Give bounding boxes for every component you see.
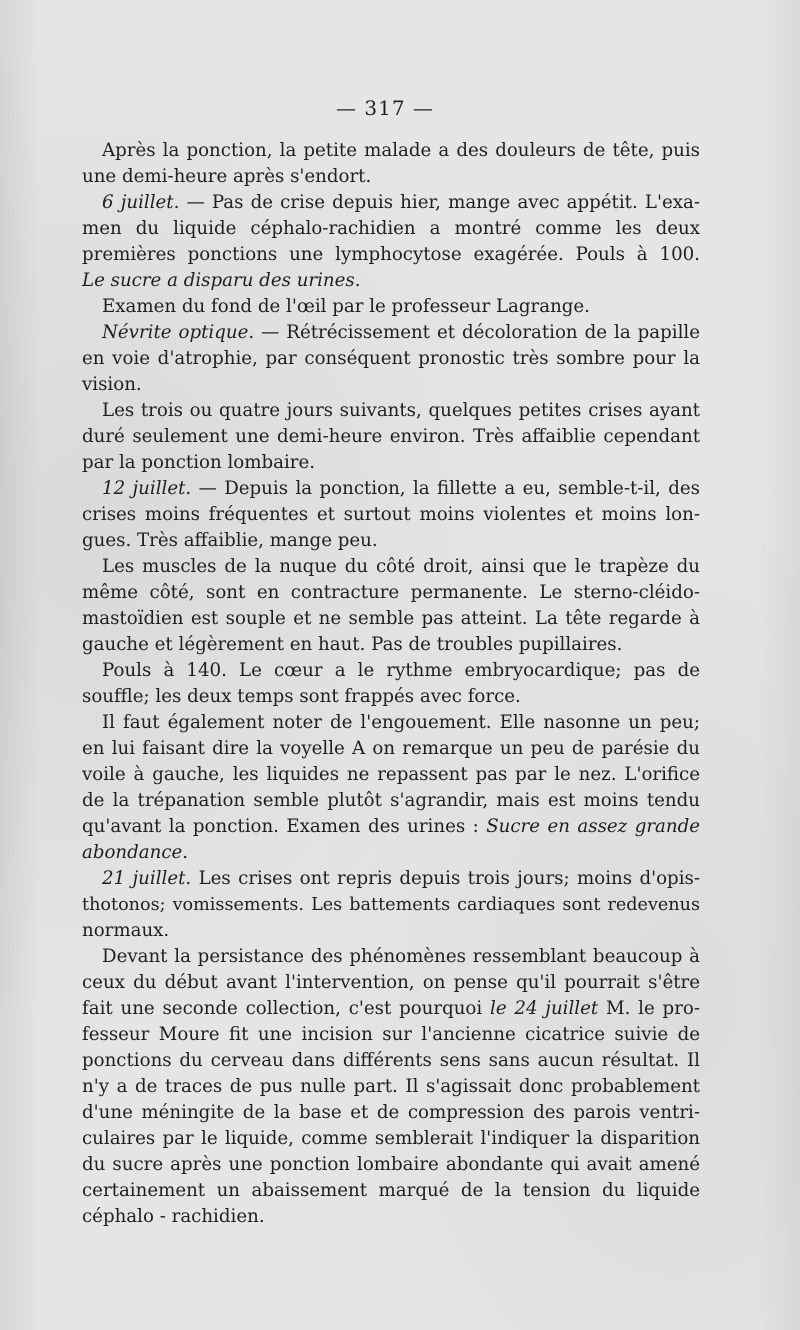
text-line: premières ponctions une lymphocytose exagérée. Pouls à 100. <box>82 244 700 265</box>
text-line: d'une méningite de la base et de compression des parois ventri- <box>82 1102 700 1123</box>
text-line: normaux. <box>82 920 170 941</box>
date-label: le 24 juillet <box>490 998 599 1019</box>
text-line: fait une seconde collection, c'est pourquoi le 24 juillet M. le pro- <box>82 998 700 1019</box>
text-line: de la trépanation semble plutôt s'agrandir, mais est moins tendu <box>82 790 700 811</box>
text-line: crises moins fréquentes et surtout moins violentes et moins lon- <box>82 504 700 525</box>
text-line: Le sucre a disparu des urines. <box>82 270 361 291</box>
page-number: — 317 — <box>336 96 434 120</box>
text-line: Examen du fond de l'œil par le professeur Lagrange. <box>102 296 590 317</box>
text-line: gues. Très affaiblie, mange peu. <box>82 530 378 551</box>
text-line: ponctions du cerveau dans différents sens sans aucun résultat. Il <box>82 1050 700 1071</box>
text-line: du sucre après une ponction lombaire abondante qui avait amené <box>82 1154 700 1175</box>
text-line: Pouls à 140. Le cœur a le rythme embryocardique; pas de <box>102 660 700 681</box>
date-label: 12 juillet. <box>102 478 192 499</box>
text-line: abondance. <box>82 842 189 863</box>
text-line: gauche et légèrement en haut. Pas de troubles pupillaires. <box>82 634 623 655</box>
text-line: même côté, sont en contracture permanente. Le sterno-cléido- <box>82 582 700 603</box>
text-line: duré seulement une demi-heure environ. Très affaiblie cependant <box>82 426 700 447</box>
text-line: 21 juillet. Les crises ont repris depuis trois jours; moins d'opis- <box>102 868 700 889</box>
text-line: souffle; les deux temps sont frappés avec force. <box>82 686 521 707</box>
text-line: mastoïdien est souple et ne semble pas atteint. La tête regarde à <box>82 608 700 629</box>
text-line: Les trois ou quatre jours suivants, quelques petites crises ayant <box>102 400 700 421</box>
text-line: certainement un abaissement marqué de la tension du liquide <box>82 1180 700 1201</box>
body-text <box>82 138 700 1230</box>
text-line: qu'avant la ponction. Examen des urines : Sucre en assez grande <box>82 816 700 837</box>
text-line: par la ponction lombaire. <box>82 452 316 473</box>
text-line: ceux du début avant l'intervention, on pense qu'il pourrait s'être <box>82 972 700 993</box>
text-line: n'y a de traces de pus nulle part. Il s'agissait donc probablement <box>82 1076 700 1097</box>
text-line: voile à gauche, les liquides ne repassent pas par le nez. L'orifice <box>82 764 700 785</box>
text-line: vision. <box>82 374 142 395</box>
text-line: en lui faisant dire la voyelle A on remarque un peu de parésie du <box>82 738 700 759</box>
text-line: Névrite optique. — Rétrécissement et décoloration de la papille <box>102 322 700 343</box>
text-line: en voie d'atrophie, par conséquent pronostic très sombre pour la <box>82 348 700 369</box>
date-label: 21 juillet. <box>102 868 192 889</box>
text-line: men du liquide céphalo-rachidien a montré comme les deux <box>82 218 700 239</box>
text-line: thotonos; vomissements. Les battements cardiaques sont redevenus <box>82 895 700 915</box>
text-line: 6 juillet. — Pas de crise depuis hier, mange avec appétit. L'exa- <box>102 192 701 213</box>
text-line: fesseur Moure fit une incision sur l'ancienne cicatrice suivie de <box>82 1024 700 1045</box>
text-line: Après la ponction, la petite malade a des douleurs de tête, puis <box>102 140 700 161</box>
text-line: une demi-heure après s'endort. <box>82 166 372 187</box>
text-line: Devant la persistance des phénomènes ressemblant beaucoup à <box>102 946 700 967</box>
text-line: Les muscles de la nuque du côté droit, ainsi que le trapèze du <box>102 556 700 577</box>
text-line: céphalo - rachidien. <box>82 1206 265 1227</box>
text-line: culaires par le liquide, comme semblerait l'indiquer la disparition <box>82 1128 700 1149</box>
text-line: 12 juillet. — Depuis la ponction, la fillette a eu, semble-t-il, des <box>102 478 700 499</box>
text-line: Il faut également noter de l'engouement. Elle nasonne un peu; <box>102 712 700 733</box>
date-label: 6 juillet. <box>102 192 180 213</box>
